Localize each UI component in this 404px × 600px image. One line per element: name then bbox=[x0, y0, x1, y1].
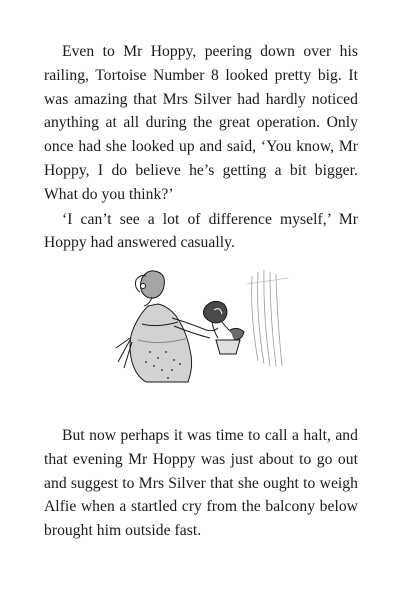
paragraph: But now perhaps it was time to call a halt, and that evening Mr Hoppy was just about to go out and suggest to Mrs Silver that she ought to weigh Alfie when a startled cry from the balcony below brought him outside fast. bbox=[44, 427, 358, 540]
woman-drawing bbox=[116, 271, 218, 382]
mrs-silver-illustration bbox=[102, 266, 302, 386]
plant-drawing bbox=[203, 301, 244, 354]
text-block-bottom bbox=[44, 424, 358, 543]
curtain-drawing bbox=[247, 270, 288, 366]
text-block-top bbox=[44, 40, 358, 255]
paragraph: ‘I can’t see a lot of difference myself,’ Mr Hoppy had answered casually. bbox=[44, 210, 358, 252]
paragraph: Even to Mr Hoppy, peering down over his railing, Tortoise Number 8 looked pretty big. It was amazing that Mrs Silver had hardly noticed anything at all during the great operation. Only once had she looked up and said, ‘You know, Mr Hoppy, I do believe he’s getting a bit bigger. What do you think?’ bbox=[44, 43, 358, 203]
